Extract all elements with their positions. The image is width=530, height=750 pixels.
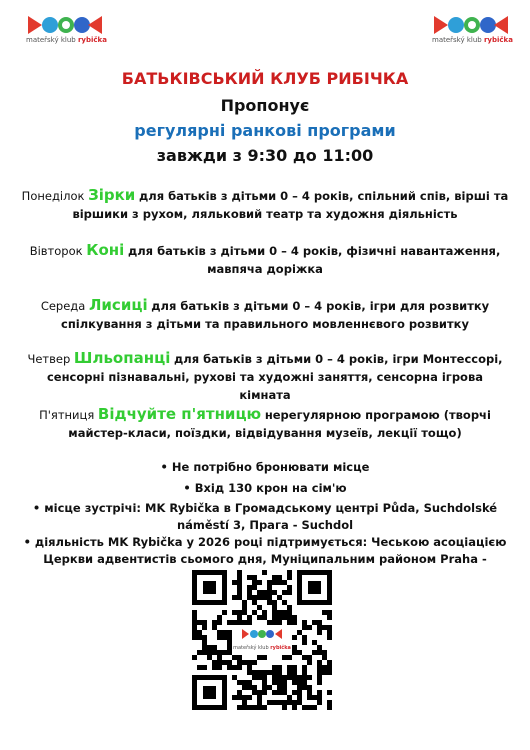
logo-left: [26, 14, 106, 50]
schedule-thursday: [20, 349, 510, 404]
qr-code[interactable]: [192, 570, 332, 710]
logo-caption: mateřský klub rybička: [432, 36, 513, 44]
club-name: Шльопанці: [73, 349, 171, 367]
page-subtitle: Пропонує: [220, 96, 310, 115]
info-supporters: • діяльність MK Rybička у 2026 році підтримується: Чеською асоціацією Церкви адвентистів сьомого дня, Муніципальним районом Praha -: [23, 535, 507, 566]
info-entry-fee: • Вхід 130 крон на сім'ю: [183, 481, 347, 495]
info-no-booking: • Не потрібно бронювати місце: [160, 460, 370, 474]
schedule-monday: [20, 186, 510, 223]
logo-right: [432, 14, 512, 50]
time-heading: завжди з 9:30 до 11:00: [156, 146, 374, 165]
day-name: П'ятниця: [39, 408, 95, 422]
page-title: БАТЬКІВСЬКИЙ КЛУБ РИБІЧКА: [121, 69, 409, 88]
day-description: для батьків з дітьми 0 – 4 років, спільний спів, вірші та віршики з рухом, ляльковий театр та художня діяльність: [72, 189, 509, 221]
info-meeting-place: • місце зустрічі: MK Rybička в Громадському центрі Půda, Suchdolské náměstí 3, Прага - Suchdol: [32, 501, 498, 532]
logo-caption: mateřský klub rybička: [26, 36, 107, 44]
day-name: Понеділок: [21, 189, 85, 203]
day-description: нерегулярною програмою (творчі майстер-класи, поїздки, відвідування музеїв, лекції тощо): [68, 408, 491, 440]
qr-code-icon: [192, 570, 332, 710]
programs-heading: регулярні ранкові програми: [134, 121, 396, 140]
schedule-wednesday: [20, 296, 510, 333]
club-name: Лисиці: [88, 296, 148, 314]
club-name: Зірки: [88, 186, 136, 204]
schedule-friday: [20, 405, 510, 442]
day-description: для батьків з дітьми 0 – 4 років, ігри для розвитку спілкування з дітьми та правильного мовленнєвого розвитку: [61, 299, 490, 331]
schedule-tuesday: [20, 241, 510, 278]
qr-caption-prefix: mateřský klub: [233, 645, 269, 651]
day-name: Четвер: [27, 352, 71, 366]
fish-logo-icon: [26, 14, 106, 36]
club-name: Коні: [86, 241, 125, 259]
qr-caption-brand: rybička: [270, 645, 291, 651]
day-description: для батьків з дітьми 0 – 4 років, фізичні навантаження, мавпяча доріжка: [127, 244, 501, 276]
svg-text:mateřský klub rybička: [233, 644, 291, 651]
club-name: Відчуйте п'ятницю: [97, 405, 262, 423]
fish-logo-icon: [432, 14, 512, 36]
day-description: для батьків з дітьми 0 – 4 років, ігри Монтессорі, сенсорні пізнавальні, рухові та художні заняття, сенсорна ігрова кімната: [46, 352, 503, 402]
day-name: Середа: [40, 299, 86, 313]
day-name: Вівторок: [29, 244, 83, 258]
